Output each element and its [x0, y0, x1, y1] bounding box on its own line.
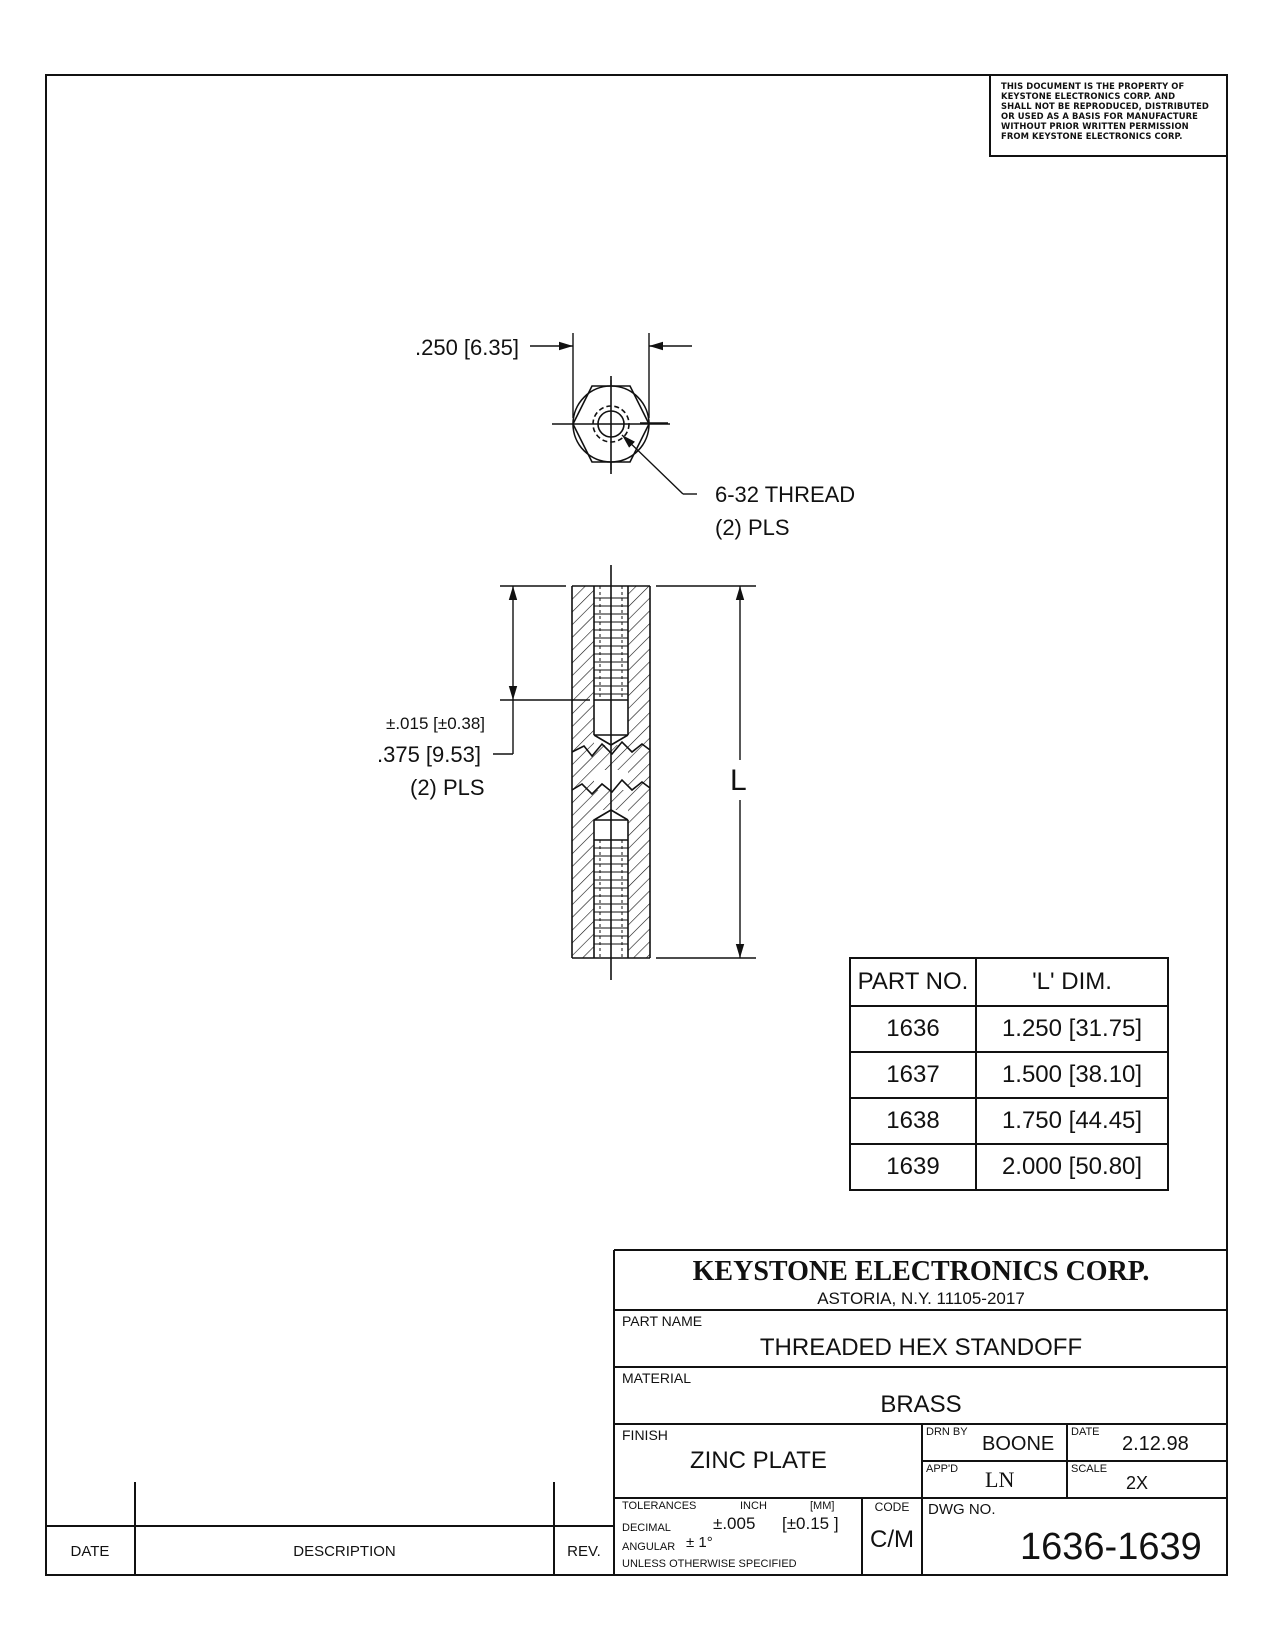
depth-tolerance-label: ±.015 [±0.38] — [386, 714, 486, 733]
rev-date-header: DATE — [70, 1543, 110, 1560]
thread-count-label: (2) PLS — [715, 515, 790, 540]
table-row — [850, 1006, 1168, 1052]
angular-label: ANGULAR — [622, 1541, 676, 1553]
approved-label: APP'D — [926, 1463, 959, 1475]
header-l-dim: 'L' DIM. — [976, 958, 1168, 1006]
hex-outline — [545, 376, 670, 474]
tolerances-label: TOLERANCES — [622, 1500, 697, 1512]
table-row — [850, 1052, 1168, 1098]
l-dim-cell: 1.500 [38.10] — [976, 1052, 1168, 1098]
angular-value: ± 1° — [686, 1534, 713, 1551]
dwg-no-label: DWG NO. — [928, 1501, 996, 1518]
mm-label: [MM] — [810, 1500, 835, 1512]
table-header-row — [850, 958, 1168, 1006]
part-number-cell: 1638 — [850, 1098, 976, 1144]
rev-header: REV. — [567, 1543, 601, 1560]
l-dim-cell: 1.250 [31.75] — [976, 1006, 1168, 1052]
approved-value: LN — [985, 1467, 1015, 1492]
part-number-cell: 1636 — [850, 1006, 976, 1052]
decimal-label: DECIMAL — [622, 1522, 671, 1534]
company-address: ASTORIA, N.Y. 11105-2017 — [817, 1289, 1025, 1308]
l-dim-cell: 2.000 [50.80] — [976, 1144, 1168, 1190]
company-name: KEYSTONE ELECTRONICS CORP. — [692, 1256, 1150, 1287]
notice-line: FROM KEYSTONE ELECTRONICS CORP. — [1001, 131, 1183, 141]
table-row — [850, 1098, 1168, 1144]
drawn-by-value: BOONE — [982, 1433, 1055, 1455]
code-label: CODE — [874, 1500, 910, 1514]
drawn-by-label: DRN BY — [926, 1426, 968, 1438]
finish-value: ZINC PLATE — [690, 1447, 827, 1474]
length-label: L — [730, 764, 747, 797]
date-label: DATE — [1071, 1426, 1100, 1438]
notice-line: KEYSTONE ELECTRONICS CORP. AND — [1001, 91, 1176, 101]
dwg-no-value: 1636-1639 — [1020, 1526, 1202, 1568]
inch-label: INCH — [740, 1500, 767, 1512]
decimal-mm-value: [±0.15 ] — [782, 1514, 839, 1533]
date-value: 2.12.98 — [1122, 1433, 1189, 1455]
depth-value-label: .375 [9.53] — [377, 742, 481, 767]
code-value: C/M — [870, 1526, 914, 1553]
material-label: MATERIAL — [622, 1370, 691, 1386]
header-part-no: PART NO. — [850, 958, 976, 1006]
hex-width-label: .250 [6.35] — [415, 335, 519, 360]
thread-label: 6-32 THREAD — [715, 482, 856, 507]
table-row — [850, 1144, 1168, 1190]
scale-label: SCALE — [1071, 1463, 1108, 1475]
parts-table — [849, 957, 1169, 1191]
part-number-cell: 1639 — [850, 1144, 976, 1190]
part-name-label: PART NAME — [622, 1313, 703, 1329]
notice-line: THIS DOCUMENT IS THE PROPERTY OF — [1001, 81, 1185, 91]
notice-line: SHALL NOT BE REPRODUCED, DISTRIBUTED — [1001, 101, 1209, 111]
l-dim-cell: 1.750 [44.45] — [976, 1098, 1168, 1144]
part-name-value: THREADED HEX STANDOFF — [759, 1334, 1083, 1361]
side-section-view — [572, 565, 650, 980]
notice-line: WITHOUT PRIOR WRITTEN PERMISSION — [1001, 121, 1189, 131]
part-number-cell: 1637 — [850, 1052, 976, 1098]
decimal-inch-value: ±.005 — [713, 1514, 756, 1533]
unless-specified-note: UNLESS OTHERWISE SPECIFIED — [622, 1558, 797, 1570]
depth-count-label: (2) PLS — [410, 775, 485, 800]
scale-value: 2X — [1126, 1473, 1149, 1493]
material-value: BRASS — [880, 1391, 962, 1418]
rev-description-header: DESCRIPTION — [293, 1543, 396, 1560]
finish-label: FINISH — [622, 1427, 668, 1443]
notice-line: OR USED AS A BASIS FOR MANUFACTURE — [1001, 111, 1198, 121]
